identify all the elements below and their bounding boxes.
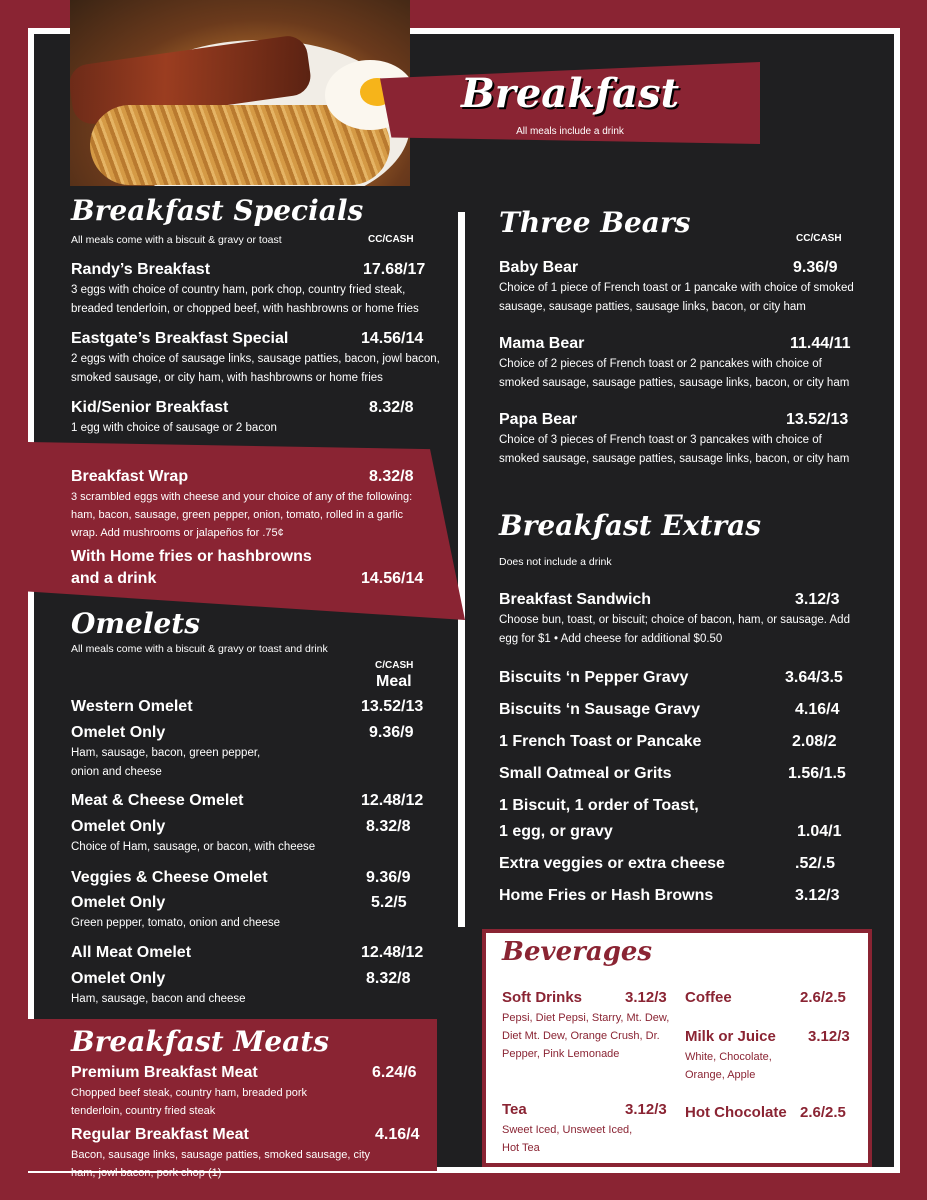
menu-item-price: 8.32/8	[369, 399, 414, 416]
beverage-name: Soft Drinks	[502, 989, 583, 1006]
wrap-name: Breakfast Wrap	[71, 468, 189, 485]
omelets-note: All meals come with a biscuit & gravy or toast and drink	[71, 643, 328, 655]
menu-item-name: Kid/Senior Breakfast	[71, 399, 229, 416]
breakfast-photo	[70, 0, 410, 186]
beverage-name: Tea	[502, 1101, 527, 1118]
omelet-desc: Green pepper, tomato, onion and cheese	[71, 917, 281, 929]
omelet-only-label: Omelet Only	[71, 894, 166, 911]
meat-price: 4.16/4	[375, 1126, 420, 1143]
extras-note: Does not include a drink	[499, 556, 612, 568]
omelets-meal-label: Meal	[376, 673, 412, 690]
extras-heading: Breakfast Extras	[499, 509, 762, 542]
extra-name: Biscuits ‘n Sausage Gravy	[499, 701, 700, 718]
extra-price: 3.12/3	[795, 591, 840, 608]
extra-name: 1 French Toast or Pancake	[499, 733, 702, 750]
wrap-combo-line2: and a drink	[71, 570, 157, 587]
bears-cc-label: CC/CASH	[796, 233, 842, 244]
extra-name-line2: 1 egg, or gravy	[499, 823, 613, 840]
omelet-price: 12.48/12	[361, 792, 424, 809]
omelet-only-price: 5.2/5	[371, 894, 407, 911]
extra-price: 1.56/1.5	[788, 765, 846, 782]
omelet-desc: Choice of Ham, sausage, or bacon, with cheese	[71, 841, 316, 853]
bear-price: 13.52/13	[786, 411, 849, 428]
beverage-desc: White, Chocolate, Orange, Apple	[685, 1051, 772, 1081]
bear-desc: Choice of 1 piece of French toast or 1 pancake with choice of smoked sausage, sausage patties, sausage links, bacon, or city ham	[499, 282, 854, 313]
omelet-price: 13.52/13	[361, 698, 424, 715]
extra-price: 3.64/3.5	[785, 669, 843, 686]
specials-cc-label: CC/CASH	[368, 234, 414, 245]
menu-item-price: 17.68/17	[363, 261, 426, 278]
beverage-price: 3.12/3	[625, 1101, 667, 1118]
extra-name: Biscuits ‘n Pepper Gravy	[499, 669, 689, 686]
beverage-price: 3.12/3	[808, 1028, 850, 1045]
extra-price: 3.12/3	[795, 887, 840, 904]
omelet-only-price: 8.32/8	[366, 818, 411, 835]
wrap-price: 8.32/8	[369, 468, 414, 485]
beverage-price: 3.12/3	[625, 989, 667, 1006]
bear-name: Mama Bear	[499, 335, 585, 352]
column-divider	[458, 212, 465, 927]
extra-price: 2.08/2	[792, 733, 837, 750]
page-subtitle: All meals include a drink	[516, 126, 624, 137]
beverage-price: 2.6/2.5	[800, 989, 846, 1006]
menu-item-name: Eastgate’s Breakfast Special	[71, 330, 289, 347]
specials-heading: Breakfast Specials	[71, 194, 364, 227]
beverage-name: Hot Chocolate	[685, 1104, 787, 1121]
meat-name: Regular Breakfast Meat	[71, 1126, 249, 1143]
menu-item-desc: 3 eggs with choice of country ham, pork chop, country fried steak, breaded tenderloin, or chopped beef, with hashbrowns or home fries	[71, 284, 419, 315]
bear-desc: Choice of 3 pieces of French toast or 3 pancakes with choice of smoked sausage, sausage patties, sausage links, bacon, or city ham	[499, 434, 850, 465]
beverage-desc: Sweet Iced, Unsweet Iced, Hot Tea	[502, 1124, 633, 1154]
omelet-price: 9.36/9	[366, 869, 411, 886]
extra-name: Small Oatmeal or Grits	[499, 765, 672, 782]
wrap-combo-price: 14.56/14	[361, 570, 424, 587]
specials-note: All meals come with a biscuit & gravy or toast	[71, 234, 282, 246]
omelet-price: 12.48/12	[361, 944, 424, 961]
omelet-name: All Meat Omelet	[71, 944, 192, 961]
bears-heading: Three Bears	[499, 206, 691, 239]
meat-price: 6.24/6	[372, 1064, 417, 1081]
meat-name: Premium Breakfast Meat	[71, 1064, 258, 1081]
extra-name: Extra veggies or extra cheese	[499, 855, 725, 872]
beverage-desc: Pepsi, Diet Pepsi, Starry, Mt. Dew, Diet Mt. Dew, Orange Crush, Dr. Pepper, Pink Lemonade	[502, 1012, 670, 1060]
omelet-only-price: 9.36/9	[369, 724, 414, 741]
beverage-price: 2.6/2.5	[800, 1104, 846, 1121]
omelet-desc: Ham, sausage, bacon and cheese	[71, 993, 246, 1005]
wrap-desc: 3 scrambled eggs with cheese and your choice of any of the following: ham, bacon, sausage, green pepper, onion, tomato, rolled in a garlic wrap. Add mushrooms or jalapeños for .75¢	[71, 491, 413, 539]
extra-price: 4.16/4	[795, 701, 840, 718]
bear-price: 11.44/11	[790, 335, 851, 352]
omelet-only-label: Omelet Only	[71, 970, 166, 987]
bear-name: Baby Bear	[499, 259, 579, 276]
extra-name: Home Fries or Hash Browns	[499, 887, 714, 904]
omelet-desc: Ham, sausage, bacon, green pepper, onion and cheese	[71, 747, 261, 778]
meat-desc: Chopped beef steak, country ham, breaded pork tenderloin, country fried steak	[71, 1087, 308, 1117]
omelet-name: Veggies & Cheese Omelet	[71, 869, 268, 886]
beverages-heading: Beverages	[502, 937, 653, 967]
page-title: Breakfast	[460, 70, 680, 117]
extra-price: .52/.5	[795, 855, 836, 872]
extra-desc: Choose bun, toast, or biscuit; choice of bacon, ham, or sausage. Add egg for $1 • Add cheese for additional $0.50	[499, 614, 850, 645]
meats-heading: Breakfast Meats	[71, 1025, 330, 1058]
omelets-cc-label: C/CASH	[375, 660, 414, 671]
beverage-name: Milk or Juice	[685, 1028, 776, 1045]
extra-name-line1: 1 Biscuit, 1 order of Toast,	[499, 797, 699, 814]
bear-desc: Choice of 2 pieces of French toast or 2 pancakes with choice of smoked sausage, sausage patties, sausage links, bacon, or city ham	[499, 358, 850, 389]
menu-item-desc: 2 eggs with choice of sausage links, sausage patties, bacon, jowl bacon, smoked sausage, or city ham, with hashbrowns or home fries	[71, 353, 440, 384]
omelet-only-label: Omelet Only	[71, 818, 166, 835]
omelets-heading: Omelets	[71, 607, 200, 640]
menu-item-name: Randy’s Breakfast	[71, 261, 211, 278]
omelet-name: Meat & Cheese Omelet	[71, 792, 244, 809]
omelet-name: Western Omelet	[71, 698, 193, 715]
menu-item-desc: 1 egg with choice of sausage or 2 bacon	[71, 422, 277, 434]
beverage-name: Coffee	[685, 989, 732, 1006]
bear-price: 9.36/9	[793, 259, 838, 276]
omelet-only-label: Omelet Only	[71, 724, 166, 741]
meat-desc: Bacon, sausage links, sausage patties, smoked sausage, city ham, jowl bacon, pork chop (1)	[71, 1149, 371, 1179]
menu-item-price: 14.56/14	[361, 330, 424, 347]
omelet-only-price: 8.32/8	[366, 970, 411, 987]
extra-name: Breakfast Sandwich	[499, 591, 652, 608]
bear-name: Papa Bear	[499, 411, 578, 428]
wrap-combo-line1: With Home fries or hashbrowns	[71, 548, 312, 565]
extra-price: 1.04/1	[797, 823, 842, 840]
